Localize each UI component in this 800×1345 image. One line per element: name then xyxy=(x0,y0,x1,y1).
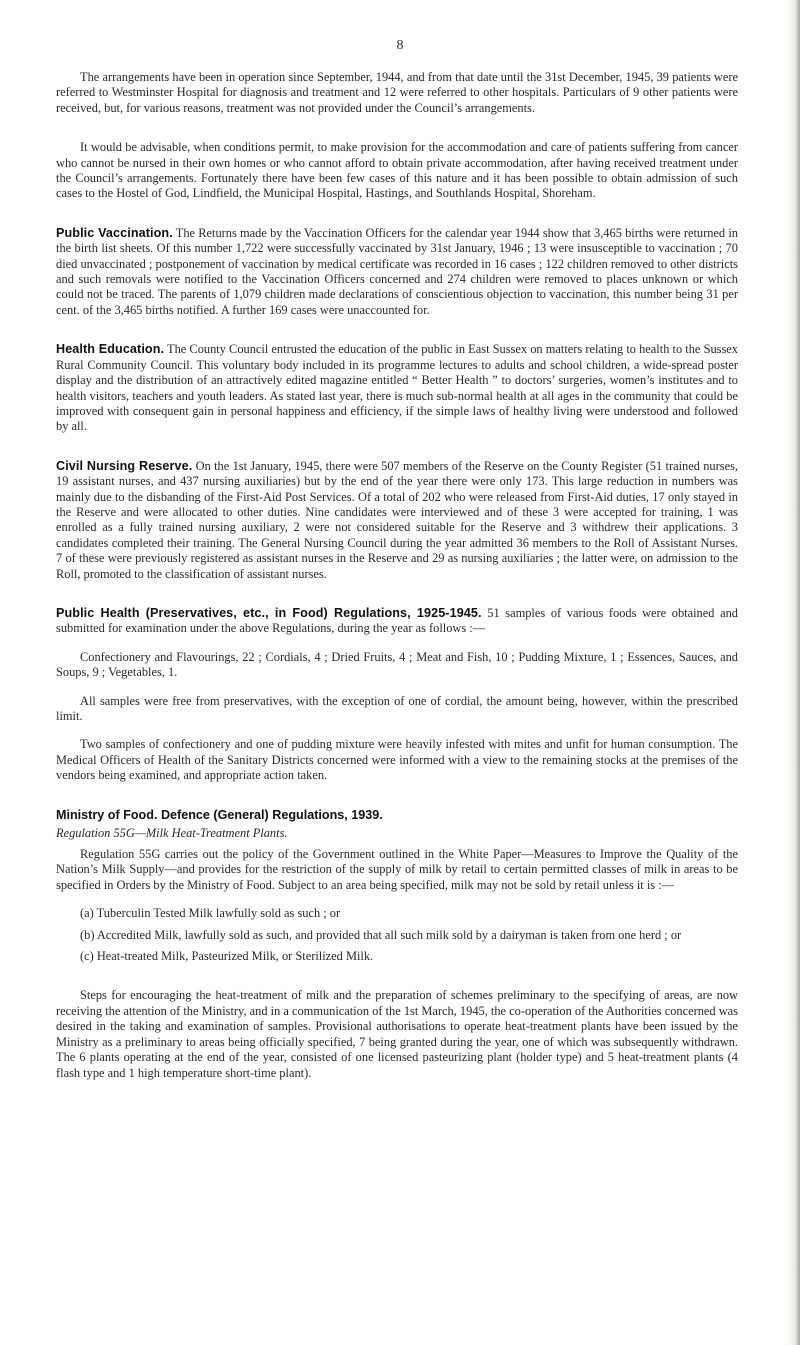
ministry-food-heading: Ministry of Food. Defence (General) Regulations, 1939. xyxy=(56,807,383,822)
vaccination-text: The Returns made by the Vaccination Officers for the calendar year 1944 show that 3,465 births were returned in the birth list sheets. Of this number 1,722 were successfully vaccinated by 31st January, 1946 ; 13 were insusceptible to vaccination ; 70 died unvaccinated ; postponement of vaccination by medical certificate was recorded in 16 cases ; 122 children removed to other districts and such removals were notified to the Vaccination Officers concerned and 274 children were removed to places unknown or which could not be traced. The parents of 1,079 children made declarations of conscientious objection to vaccination, this number being 31 per cent. of the 3,465 births notified. A further 169 cases were unaccounted for. xyxy=(56,225,738,317)
ministry-food-item-b: (b) Accredited Milk, lawfully sold as such, and provided that all such milk sold by a dairyman is taken from one herd ; or xyxy=(80,927,682,942)
vaccination-heading: Public Vaccination. xyxy=(56,225,173,240)
civil-nursing-section xyxy=(56,459,738,582)
ministry-food-paragraph-2: Steps for encouraging the heat-treatment of milk and the preparation of schemes preliminary to the specifying of areas, are now receiving the attention of the Ministry, and in a communication of the 1st March, 1945, the co-operation of the Authorities concerned was desired in the taking and examination of samples. Provisional authorisations to operate heat-treatment plants have been issued by the Ministry as a preliminary to areas being officially specified, 7 being granted during the year, one of which was subsequently withdrawn. The 6 plants operating at the end of the year, consisted of one licensed pasteurizing plant (holder type) and 5 heat-treatment plants (4 flash type and 1 high temperature short-time plant). xyxy=(56,988,738,1080)
health-education-heading: Health Education. xyxy=(56,342,165,357)
page-edge-shadow xyxy=(788,0,800,1345)
health-education-section xyxy=(56,342,738,434)
vaccination-section xyxy=(56,226,738,318)
preservatives-section xyxy=(56,606,738,637)
civil-nursing-text: On the 1st January, 1945, there were 507 members of the Reserve on the County Register (51 trained nurses, 19 assistant nurses, and 437 nursing auxiliaries) but by the end of the year there were only 173. This large reduction in numbers was mainly due to the disbanding of the First-Aid Post Services. Of a total of 202 who were released from First-Aid duties, 17 only stayed in the Reserve and were allocated to other duties. Nine candidates were interviewed and of these 3 were accepted for training, 1 was enrolled as a fully trained nursing auxiliary, 2 were not considered suitable for the Reserve and 3 withdrew their applications. 3 candidates completed their training. The General Nursing Council during the year admitted 36 members to the Roll of Assistant Nurses. 7 of these were previously registered as assistant nurses in the Reserve and 29 as nursing auxiliaries ; the latter were, on admission to the Roll, promoted to the classification of assistant nurses. xyxy=(56,458,738,581)
page-content xyxy=(56,70,738,1094)
civil-nursing-heading: Civil Nursing Reserve. xyxy=(56,458,193,473)
preservatives-text: 51 samples of various foods were obtained and submitted for examination under the above Regulations, during the year as follows :— xyxy=(56,605,738,636)
ministry-food-paragraph-1: Regulation 55G carries out the policy of the Government outlined in the White Paper—Measures to Improve the Quality of the Nation’s Milk Supply—and provides for the restriction of the supply of milk by retail to certain permitted classes of milk in areas to be specified in Orders by the Ministry of Food. Subject to an area being specified, milk may not be sold by retail unless it is :— xyxy=(56,847,738,892)
ministry-food-item-a: (a) Tuberculin Tested Milk lawfully sold as such ; or xyxy=(80,906,341,921)
page-number: 8 xyxy=(396,38,404,53)
preservatives-list: Confectionery and Flavourings, 22 ; Cordials, 4 ; Dried Fruits, 4 ; Meat and Fish, 10 ; Pudding Mixture, 1 ; Essences, Sauces, and Soups, 9 ; Vegetables, 1. xyxy=(56,649,738,680)
preservatives-heading: Public Health (Preservatives, etc., in Food) Regulations, 1925-1945. xyxy=(56,605,482,620)
health-education-text: The County Council entrusted the education of the public in East Sussex on matters relating to health to the Sussex Rural Community Council. This voluntary body included in its programme lectures to adults and school children, a wide-spread poster display and the distribution of an attractively edited magazine entitled “ Better Health ” to doctors’ surgeries, women’s institutes and to health visitors, teachers and youth leaders. As stated last year, there is much sub-normal health at all ages in the community that could be improved with consequent gain in personal happiness and efficiency, if the simple laws of healthy living were understood and followed by all. xyxy=(56,342,738,434)
preservatives-paragraph-3: Two samples of confectionery and one of pudding mixture were heavily infested with mites and unfit for human consumption. The Medical Officers of Health of the Sanitary Districts concerned were informed with a view to the remaining stocks at the premises of the vendors being examined, and appropriate action taken. xyxy=(56,737,738,783)
preservatives-paragraph-2: All samples were free from preservatives, with the exception of one of cordial, the amount being, however, within the prescribed limit. xyxy=(56,693,738,723)
intro-paragraph-2: It would be advisable, when conditions permit, to make provision for the accommodation and care of patients suffering from cancer who cannot be nursed in their own homes or who cannot afford to obtain private accommodation, after having received treatment under the Council’s arrangements. Fortunately there have been few cases of this nature and it has been possible to obtain admission of such cases to the Hostel of God, Lindfield, the Municipal Hospital, Hastings, and Southlands Hospital, Shoreham. xyxy=(56,140,738,201)
intro-paragraph-1: The arrangements have been in operation since September, 1944, and from that date until the 31st December, 1945, 39 patients were referred to Westminster Hospital for diagnosis and treatment and 12 were referred to other hospitals. Particulars of 9 other patients were received, but, for various reasons, treatment was not provided under the Council’s arrangements. xyxy=(56,70,738,115)
ministry-food-subheading: Regulation 55G—Milk Heat-Treatment Plants. xyxy=(56,825,288,840)
ministry-food-item-c: (c) Heat-treated Milk, Pasteurized Milk, or Sterilized Milk. xyxy=(80,949,374,964)
